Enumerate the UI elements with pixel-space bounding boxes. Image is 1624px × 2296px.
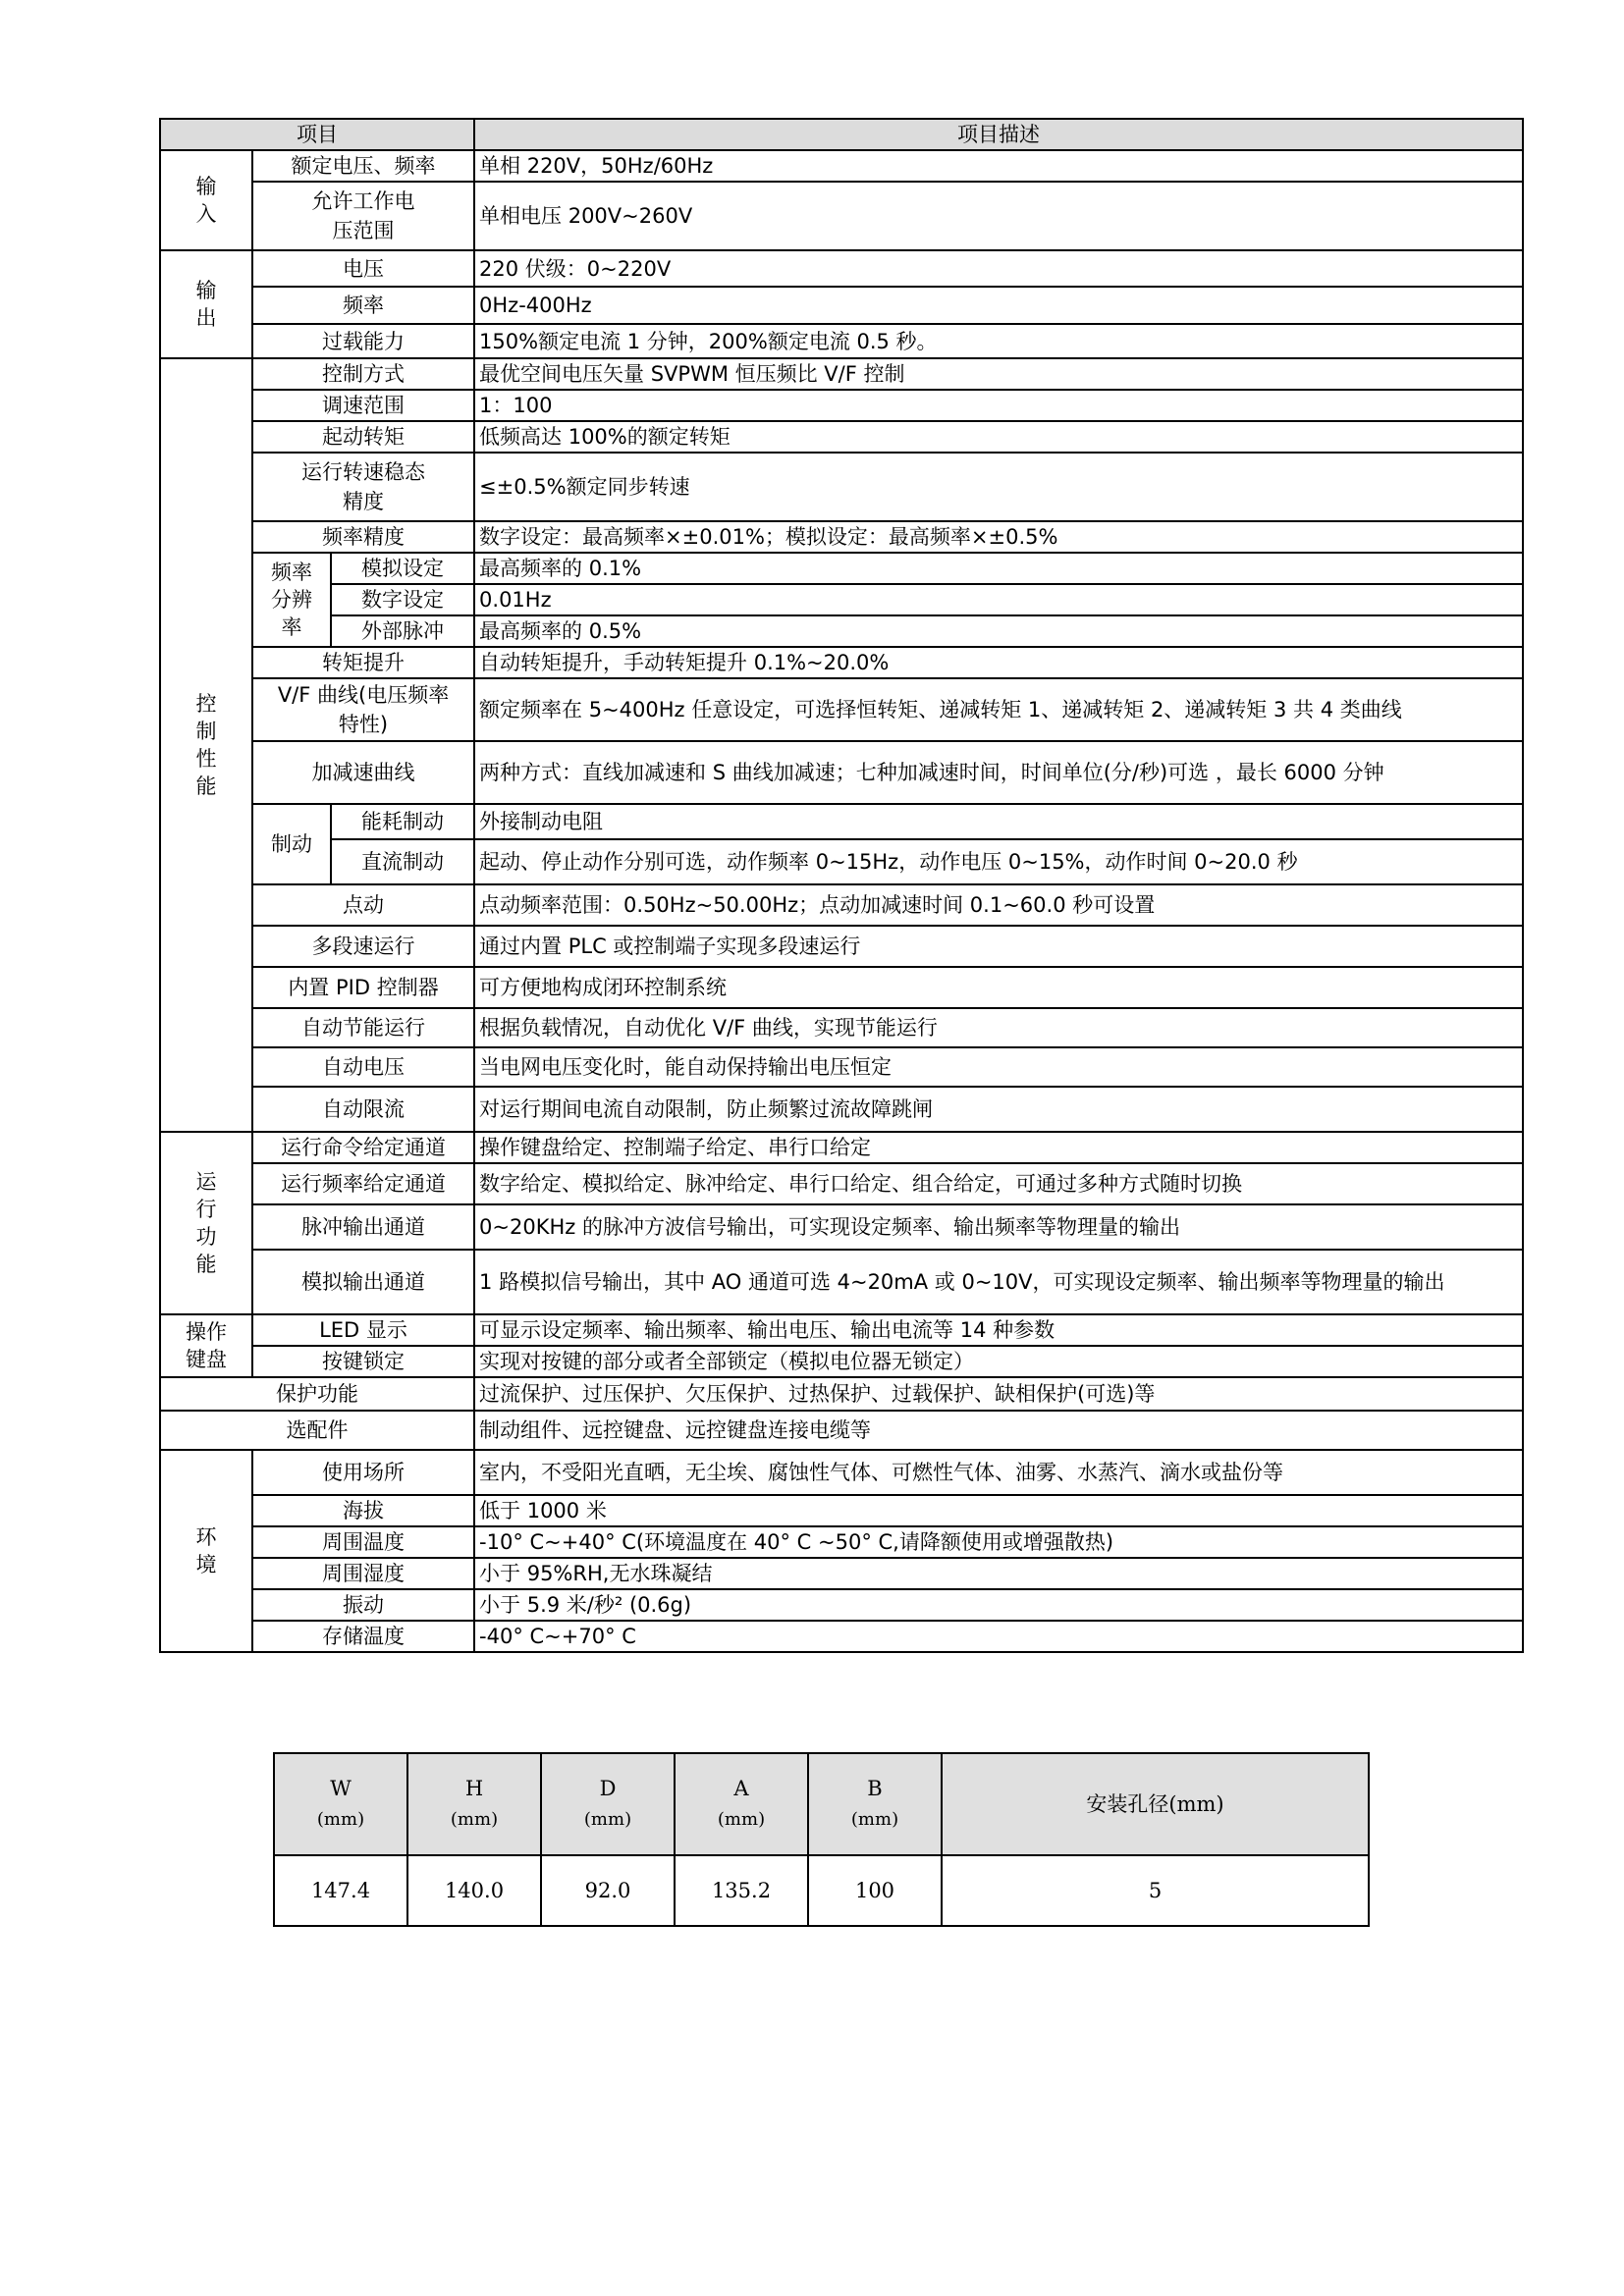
row-value: 操作键盘给定、控制端子给定、串行口给定 (474, 1132, 1523, 1163)
table-row (160, 1495, 1523, 1526)
table-row (160, 287, 1523, 324)
row-value: 1：100 (474, 390, 1523, 421)
table-row (160, 678, 1523, 741)
row-label: 控制方式 (252, 358, 474, 390)
dimension-header-d: D (mm) (541, 1753, 675, 1855)
table-row (160, 741, 1523, 804)
row-label: 存储温度 (252, 1621, 474, 1652)
row-label: 起动转矩 (252, 421, 474, 453)
row-label: 自动电压 (252, 1047, 474, 1087)
row-label: 脉冲输出通道 (252, 1204, 474, 1250)
row-value: 可显示设定频率、输出频率、输出电压、输出电流等 14 种参数 (474, 1314, 1523, 1346)
row-value: 0~20KHz 的脉冲方波信号输出，可实现设定频率、输出频率等物理量的输出 (474, 1204, 1523, 1250)
table-row (160, 967, 1523, 1008)
table-row (160, 1047, 1523, 1087)
table-row (160, 615, 1523, 647)
dimension-header-a: A (mm) (675, 1753, 808, 1855)
row-value: 对运行期间电流自动限制，防止频繁过流故障跳闸 (474, 1087, 1523, 1132)
table-row (160, 150, 1523, 182)
row-value: 最高频率的 0.1% (474, 553, 1523, 584)
row-value: 外接制动电阻 (474, 804, 1523, 839)
dimension-header-b: B (mm) (808, 1753, 942, 1855)
table-row (160, 521, 1523, 553)
row-label: 点动 (252, 884, 474, 926)
table-row (160, 1250, 1523, 1314)
row-label: 调速范围 (252, 390, 474, 421)
row-label: 转矩提升 (252, 647, 474, 678)
row-value: 1 路模拟信号输出，其中 AO 通道可选 4~20mA 或 0~10V，可实现设定频率、输出频率等物理量的输出 (474, 1250, 1523, 1314)
row-label: 周围湿度 (252, 1558, 474, 1589)
row-value: 点动频率范围：0.50Hz~50.00Hz；点动加减速时间 0.1~60.0 秒可设置 (474, 884, 1523, 926)
row-value: 数字给定、模拟给定、脉冲给定、串行口给定、组合给定，可通过多种方式随时切换 (474, 1163, 1523, 1204)
dimension-value-a: 135.2 (675, 1855, 808, 1926)
row-label: 数字设定 (331, 584, 474, 615)
dimension-header-row (274, 1753, 1369, 1855)
row-label: 振动 (252, 1589, 474, 1621)
row-value: 220 伏级：0~220V (474, 250, 1523, 287)
table-row (160, 1346, 1523, 1377)
row-label: 允许工作电压范围 (252, 182, 474, 250)
table-row (160, 884, 1523, 926)
table-row (160, 1450, 1523, 1495)
row-value: 小于 5.9 米/秒² (0.6g) (474, 1589, 1523, 1621)
row-value: 当电网电压变化时，能自动保持输出电压恒定 (474, 1047, 1523, 1087)
row-label: 按键锁定 (252, 1346, 474, 1377)
table-row (160, 926, 1523, 967)
row-label: 过载能力 (252, 324, 474, 358)
row-label: 运行转速稳态精度 (252, 453, 474, 521)
table-row (160, 182, 1523, 250)
row-label: 运行频率给定通道 (252, 1163, 474, 1204)
row-value: -10° C~+40° C(环境温度在 40° C ~50° C,请降额使用或增强散热) (474, 1526, 1523, 1558)
table-row (160, 1314, 1523, 1346)
table-row (160, 1087, 1523, 1132)
row-value: 单相 220V，50Hz/60Hz (474, 150, 1523, 182)
row-value: 过流保护、过压保护、欠压保护、过热保护、过载保护、缺相保护(可选)等 (474, 1377, 1523, 1411)
row-value: 根据负载情况，自动优化 V/F 曲线，实现节能运行 (474, 1008, 1523, 1047)
dimension-value-row (274, 1855, 1369, 1926)
table-row (160, 804, 1523, 839)
row-value: 最高频率的 0.5% (474, 615, 1523, 647)
table-row (160, 1621, 1523, 1652)
table-row (160, 1163, 1523, 1204)
header-item: 项目 (160, 119, 474, 150)
row-label: 使用场所 (252, 1450, 474, 1495)
group-control: 控制性能 (160, 358, 252, 1132)
table-row (160, 324, 1523, 358)
row-label: 多段速运行 (252, 926, 474, 967)
row-label: 频率精度 (252, 521, 474, 553)
table-row (160, 1558, 1523, 1589)
row-label: V/F 曲线(电压频率特性) (252, 678, 474, 741)
row-label: 选配件 (160, 1411, 474, 1450)
dimension-value-w: 147.4 (274, 1855, 407, 1926)
table-row (160, 1204, 1523, 1250)
row-label: 运行命令给定通道 (252, 1132, 474, 1163)
row-value: 可方便地构成闭环控制系统 (474, 967, 1523, 1008)
dimension-value-b: 100 (808, 1855, 942, 1926)
table-row (160, 1589, 1523, 1621)
row-label: 能耗制动 (331, 804, 474, 839)
row-value: 起动、停止动作分别可选，动作频率 0~15Hz，动作电压 0~15%，动作时间 0~20.0 秒 (474, 839, 1523, 884)
row-value: 自动转矩提升，手动转矩提升 0.1%~20.0% (474, 647, 1523, 678)
row-value: 最优空间电压矢量 SVPWM 恒压频比 V/F 控制 (474, 358, 1523, 390)
row-label: 内置 PID 控制器 (252, 967, 474, 1008)
table-row (160, 250, 1523, 287)
row-value: 实现对按键的部分或者全部锁定（模拟电位器无锁定） (474, 1346, 1523, 1377)
row-value: 低于 1000 米 (474, 1495, 1523, 1526)
row-value: 两种方式：直线加减速和 S 曲线加减速；七种加减速时间，时间单位(分/秒)可选 ，最长 6000 分钟 (474, 741, 1523, 804)
row-value: 150%额定电流 1 分钟，200%额定电流 0.5 秒。 (474, 324, 1523, 358)
row-value: -40° C~+70° C (474, 1621, 1523, 1652)
row-value: 低频高达 100%的额定转矩 (474, 421, 1523, 453)
table-row (160, 1411, 1523, 1450)
row-label: 频率 (252, 287, 474, 324)
table-row (160, 1377, 1523, 1411)
dimension-header-h: H (mm) (407, 1753, 541, 1855)
row-value: 通过内置 PLC 或控制端子实现多段速运行 (474, 926, 1523, 967)
table-row (160, 584, 1523, 615)
group-output: 输出 (160, 250, 252, 358)
row-label: 海拔 (252, 1495, 474, 1526)
dimension-value-d: 92.0 (541, 1855, 675, 1926)
table-row (160, 1526, 1523, 1558)
group-brake: 制动 (252, 804, 331, 884)
table-row (160, 553, 1523, 584)
group-resolution: 频率分辨率 (252, 553, 331, 647)
row-value: 室内，不受阳光直晒，无尘埃、腐蚀性气体、可燃性气体、油雾、水蒸汽、滴水或盐份等 (474, 1450, 1523, 1495)
table-row (160, 839, 1523, 884)
header-row (160, 119, 1523, 150)
dimension-value-h: 140.0 (407, 1855, 541, 1926)
row-value: 单相电压 200V~260V (474, 182, 1523, 250)
row-label: 额定电压、频率 (252, 150, 474, 182)
row-label: 保护功能 (160, 1377, 474, 1411)
table-row (160, 421, 1523, 453)
group-keypad: 操作键盘 (160, 1314, 252, 1377)
row-value: ≤±0.5%额定同步转速 (474, 453, 1523, 521)
header-description: 项目描述 (474, 119, 1523, 150)
row-label: 自动节能运行 (252, 1008, 474, 1047)
dimension-header-w: W (mm) (274, 1753, 407, 1855)
row-label: 加减速曲线 (252, 741, 474, 804)
dimension-header-hole: 安装孔径(mm) (942, 1753, 1369, 1855)
row-value: 制动组件、远控键盘、远控键盘连接电缆等 (474, 1411, 1523, 1450)
table-row (160, 1008, 1523, 1047)
spec-table (159, 118, 1524, 1653)
row-label: 模拟输出通道 (252, 1250, 474, 1314)
table-row (160, 390, 1523, 421)
row-value: 0Hz-400Hz (474, 287, 1523, 324)
row-label: 外部脉冲 (331, 615, 474, 647)
group-run: 运行功能 (160, 1132, 252, 1314)
dimension-value-hole: 5 (942, 1855, 1369, 1926)
row-label: 电压 (252, 250, 474, 287)
row-value: 小于 95%RH,无水珠凝结 (474, 1558, 1523, 1589)
row-label: 自动限流 (252, 1087, 474, 1132)
row-label: 周围温度 (252, 1526, 474, 1558)
table-row (160, 647, 1523, 678)
group-input: 输入 (160, 150, 252, 250)
group-environment: 环境 (160, 1450, 252, 1652)
row-value: 0.01Hz (474, 584, 1523, 615)
row-value: 额定频率在 5~400Hz 任意设定，可选择恒转矩、递减转矩 1、递减转矩 2、递减转矩 3 共 4 类曲线 (474, 678, 1523, 741)
row-label: 模拟设定 (331, 553, 474, 584)
row-label: 直流制动 (331, 839, 474, 884)
row-value: 数字设定：最高频率×±0.01%；模拟设定：最高频率×±0.5% (474, 521, 1523, 553)
table-row (160, 358, 1523, 390)
table-row (160, 453, 1523, 521)
dimension-table (273, 1752, 1370, 1927)
row-label: LED 显示 (252, 1314, 474, 1346)
table-row (160, 1132, 1523, 1163)
